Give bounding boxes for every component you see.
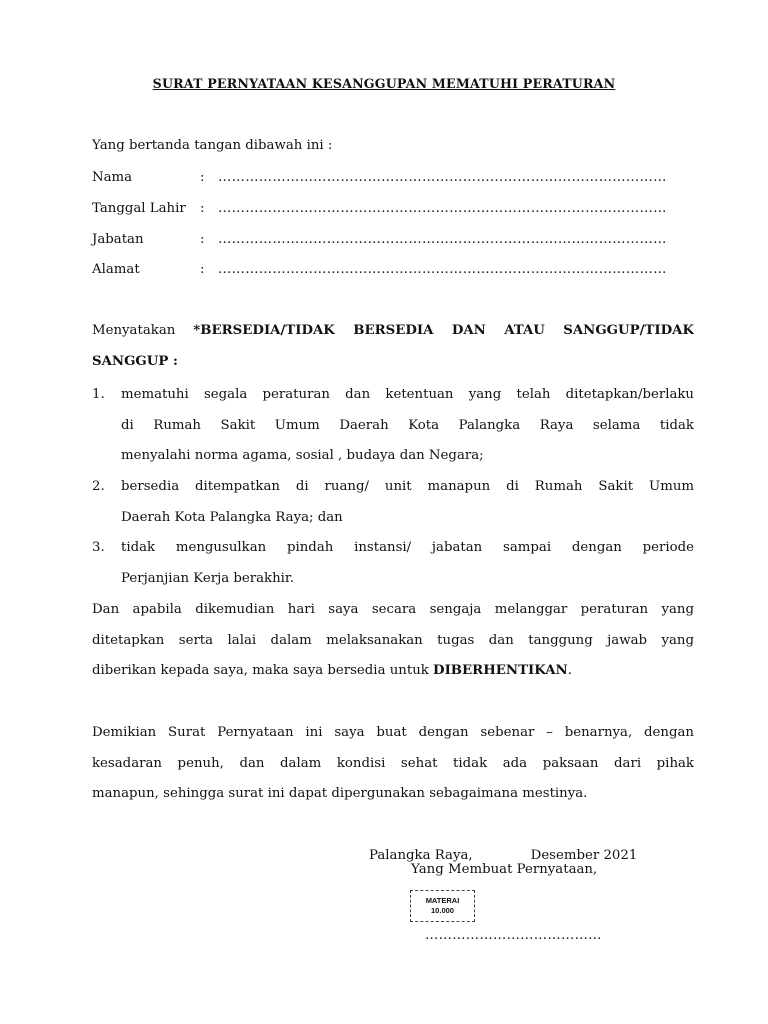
stamp-value: 10.000 bbox=[431, 906, 454, 915]
list-number: 1. bbox=[92, 387, 105, 402]
stamp-label: MATERAI bbox=[425, 896, 460, 905]
field-label: Tanggal Lahir bbox=[92, 201, 186, 216]
statement-line bbox=[92, 316, 694, 347]
paragraph-line: kesadaran penuh, dan dalam kondisi sehat tidak ada paksaan dari pihak bbox=[92, 755, 694, 771]
list-line: Daerah Kota Palangka Raya; dan bbox=[121, 509, 343, 525]
field-colon: : bbox=[200, 262, 205, 277]
field-colon: : bbox=[200, 201, 205, 216]
field-label: Nama bbox=[92, 170, 133, 185]
list-line: di Rumah Sakit Umum Daerah Kota Palangka Raya selama tidak bbox=[121, 417, 694, 433]
paragraph-line: Demikian Surat Pernyataan ini saya buat dengan sebenar – benarnya, dengan bbox=[92, 725, 694, 740]
signature-maker: Yang Membuat Pernyataan, bbox=[411, 862, 598, 877]
statement-choice-cont: SANGGUP : bbox=[92, 353, 178, 369]
signature-blank: ………………………………… bbox=[425, 928, 602, 943]
field-blank: ……………………………………………………………………………………… bbox=[218, 201, 667, 216]
field-alamat bbox=[92, 262, 667, 277]
consequence-paragraph bbox=[92, 595, 694, 687]
signature-date: Desember 2021 bbox=[530, 848, 638, 863]
paragraph-line bbox=[92, 656, 694, 687]
consequence-emphasis: DIBERHENTIKAN bbox=[433, 663, 568, 679]
list-line: bersedia ditempatkan di ruang/ unit manapun di Rumah Sakit Umum bbox=[121, 479, 694, 494]
field-blank: ……………………………………………………………………………………… bbox=[218, 262, 667, 277]
field-blank: ……………………………………………………………………………………… bbox=[218, 170, 667, 185]
list-line: tidak mengusulkan pindah instansi/ jabatan sampai dengan periode bbox=[121, 540, 694, 555]
signature-place-date bbox=[369, 848, 637, 863]
consequence-period: . bbox=[567, 663, 572, 679]
list-number: 2. bbox=[92, 479, 105, 494]
statement-prefix: Menyatakan bbox=[92, 323, 176, 338]
field-colon: : bbox=[200, 232, 205, 247]
consequence-text: diberikan kepada saya, maka saya bersedia untuk bbox=[92, 663, 434, 679]
closing-paragraph bbox=[92, 718, 694, 810]
materai-stamp-box bbox=[410, 890, 475, 922]
statement-choice: *BERSEDIA/TIDAK BERSEDIA DAN ATAU SANGGUP/TIDAK bbox=[193, 323, 694, 338]
paragraph-line: Dan apabila dikemudian hari saya secara sengaja melanggar peraturan yang bbox=[92, 602, 694, 617]
list-line: mematuhi segala peraturan dan ketentuan yang telah ditetapkan/berlaku bbox=[121, 387, 694, 402]
intro-text: Yang bertanda tangan dibawah ini : bbox=[92, 138, 333, 153]
document-title: SURAT PERNYATAAN KESANGGUPAN MEMATUHI PERATURAN bbox=[152, 76, 616, 91]
list-line: Perjanjian Kerja berakhir. bbox=[121, 570, 295, 586]
field-jabatan bbox=[92, 232, 667, 247]
field-label: Alamat bbox=[92, 262, 140, 277]
list-number: 3. bbox=[92, 540, 105, 555]
statement-paragraph bbox=[92, 316, 694, 377]
field-colon: : bbox=[200, 170, 205, 185]
paragraph-line: manapun, sehingga surat ini dapat dipergunakan sebagaimana mestinya. bbox=[92, 786, 588, 802]
signature-place: Palangka Raya, bbox=[369, 848, 473, 863]
list-line: menyalahi norma agama, sosial , budaya dan Negara; bbox=[121, 448, 484, 464]
field-label: Jabatan bbox=[92, 232, 144, 247]
field-nama bbox=[92, 170, 667, 185]
field-blank: ……………………………………………………………………………………… bbox=[218, 232, 667, 247]
field-tanggal-lahir bbox=[92, 201, 667, 216]
paragraph-line: ditetapkan serta lalai dalam melaksanakan tugas dan tanggung jawab yang bbox=[92, 632, 694, 648]
